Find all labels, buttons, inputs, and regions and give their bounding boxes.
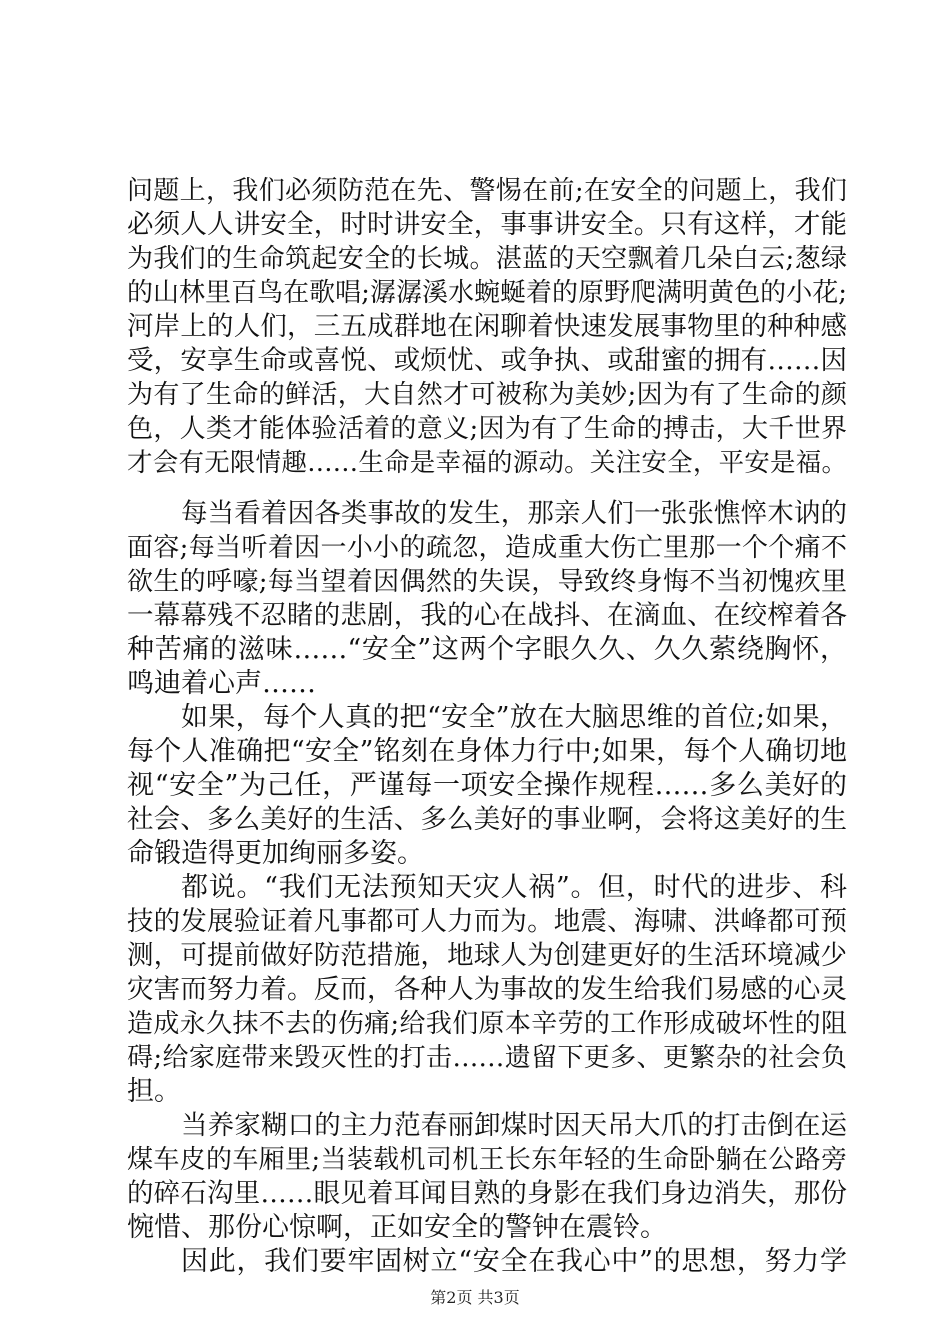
text-line: 必须人人讲安全，时时讲安全，事事讲安全。只有这样，才能 bbox=[127, 209, 847, 240]
text-line: 欲生的呼嚎;每当望着因偶然的失误，导致终身悔不当初愧疚里 bbox=[127, 567, 847, 597]
text-line: 因此，我们要牢固树立“安全在我心中”的思想，努力学 bbox=[181, 1246, 847, 1277]
text-line: 才会有无限情趣……生命是幸福的源动。关注安全，平安是福。 bbox=[127, 448, 847, 478]
text-line: 社会、多么美好的生活、多么美好的事业啊，会将这美好的生 bbox=[127, 804, 847, 835]
text-line: 色，人类才能体验活着的意义;因为有了生命的搏击，大千世界 bbox=[127, 414, 847, 444]
text-line: 种苦痛的滋味……“安全”这两个字眼久久、久久萦绕胸怀， bbox=[127, 634, 847, 665]
text-line: 碍;给家庭带来毁灭性的打击……遗留下更多、更繁杂的社会负 bbox=[127, 1043, 847, 1073]
text-line: 测，可提前做好防范措施，地球人为创建更好的生活环境减少 bbox=[127, 940, 847, 971]
text-line: 惋惜、那份心惊啊，正如安全的警钟在震铃。 bbox=[127, 1212, 667, 1243]
text-line: 灾害而努力着。反而，各种人为事故的发生给我们易感的心灵 bbox=[127, 974, 847, 1005]
text-line: 担。 bbox=[127, 1076, 181, 1107]
text-line: 每个人准确把“安全”铭刻在身体力行中;如果，每个人确切地 bbox=[127, 736, 847, 767]
text-line: 煤车皮的车厢里;当装载机司机王长东年轻的生命卧躺在公路旁 bbox=[127, 1145, 847, 1175]
text-line: 命锻造得更加绚丽多姿。 bbox=[127, 838, 424, 869]
text-line: 造成永久抹不去的伤痛;给我们原本辛劳的工作形成破坏性的阻 bbox=[127, 1009, 847, 1039]
text-line: 如果，每个人真的把“安全”放在大脑思维的首位;如果， bbox=[181, 702, 847, 733]
text-line: 当养家糊口的主力范春丽卸煤时因天吊大爪的打击倒在运 bbox=[181, 1110, 847, 1141]
text-line: 河岸上的人们，三五成群地在闲聊着快速发展事物里的种种感 bbox=[127, 311, 847, 342]
text-line: 鸣迪着心声…… bbox=[127, 668, 316, 699]
text-line: 面容;每当听着因一小小的疏忽，造成重大伤亡里那一个个痛不 bbox=[127, 533, 847, 563]
text-line: 都说。“我们无法预知天灾人祸”。但，时代的进步、科 bbox=[181, 872, 847, 903]
text-line: 一幕幕残不忍睹的悲剧，我的心在战抖、在滴血、在绞榨着各 bbox=[127, 600, 847, 631]
text-line: 受，安享生命或喜悦、或烦忧、或争执、或甜蜜的拥有……因 bbox=[127, 345, 847, 376]
text-line: 的碎石沟里……眼见着耳闻目熟的身影在我们身边消失，那份 bbox=[127, 1178, 847, 1209]
text-line: 每当看着因各类事故的发生，那亲人们一张张憔悴木讷的 bbox=[181, 498, 847, 529]
text-line: 问题上，我们必须防范在先、警惕在前;在安全的问题上，我们 bbox=[127, 176, 847, 206]
page-footer: 第2页 共3页 bbox=[430, 1288, 520, 1307]
text-line: 技的发展验证着凡事都可人力而为。地震、海啸、洪峰都可预 bbox=[127, 906, 847, 937]
text-line: 为我们的生命筑起安全的长城。湛蓝的天空飘着几朵白云;葱绿 bbox=[127, 244, 847, 274]
text-line: 视“安全”为己任，严谨每一项安全操作规程……多么美好的 bbox=[127, 770, 847, 801]
text-line: 的山林里百鸟在歌唱;潺潺溪水蜿蜒着的原野爬满明黄色的小花; bbox=[127, 278, 847, 308]
text-line: 为有了生命的鲜活，大自然才可被称为美妙;因为有了生命的颜 bbox=[127, 380, 847, 410]
